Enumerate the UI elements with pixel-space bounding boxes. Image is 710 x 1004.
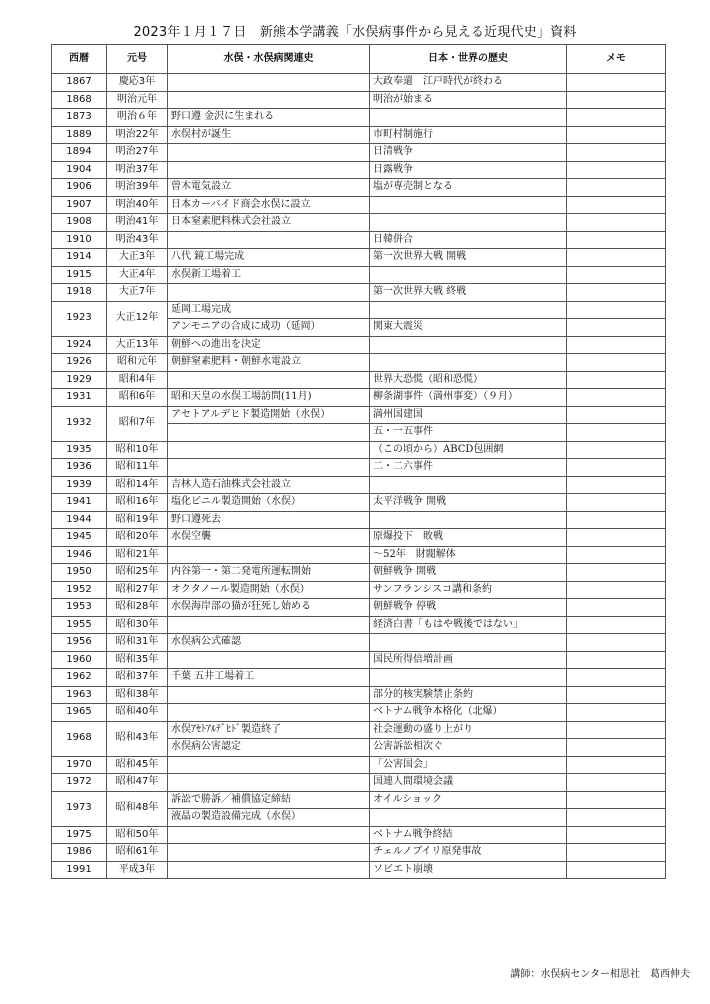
- minamata-event-cell: [168, 546, 370, 564]
- memo-cell[interactable]: [567, 494, 666, 512]
- memo-cell[interactable]: [567, 196, 666, 214]
- table-row: [52, 721, 666, 739]
- year-cell: 1941: [52, 494, 107, 512]
- world-event-cell: 日露戦争: [370, 161, 567, 179]
- world-event-cell: 第一次世界大戦 開戦: [370, 249, 567, 267]
- world-event-cell: 国民所得倍増計画: [370, 651, 567, 669]
- world-event-cell: 部分的核実験禁止条約: [370, 686, 567, 704]
- year-cell: 1956: [52, 634, 107, 652]
- minamata-event-cell: 朝鮮窒素肥料・朝鮮水電設立: [168, 354, 370, 372]
- memo-cell[interactable]: [567, 529, 666, 547]
- table-row: [52, 459, 666, 477]
- world-event-cell: （この頃から）ABCD包囲網: [370, 441, 567, 459]
- era-cell: 明治27年: [107, 144, 168, 162]
- table-row: [52, 511, 666, 529]
- world-event-cell: 市町村制施行: [370, 126, 567, 144]
- era-cell: 昭和11年: [107, 459, 168, 477]
- era-cell: 大正7年: [107, 284, 168, 302]
- year-cell: 1908: [52, 214, 107, 232]
- memo-cell[interactable]: [567, 301, 666, 319]
- era-cell: 明治元年: [107, 91, 168, 109]
- memo-cell[interactable]: [567, 581, 666, 599]
- era-cell: 明治41年: [107, 214, 168, 232]
- table-row: [52, 74, 666, 92]
- world-event-cell: 朝鮮戦争 開戦: [370, 564, 567, 582]
- minamata-event-cell: 液晶の製造設備完成（水俣）: [168, 809, 370, 827]
- table-row: [52, 91, 666, 109]
- world-event-cell: [370, 511, 567, 529]
- table-row: [52, 249, 666, 267]
- table-row: [52, 529, 666, 547]
- minamata-event-cell: 水俣新工場着工: [168, 266, 370, 284]
- year-cell: 1955: [52, 616, 107, 634]
- memo-cell[interactable]: [567, 336, 666, 354]
- year-cell: 1946: [52, 546, 107, 564]
- era-cell: 明治43年: [107, 231, 168, 249]
- table-row: [52, 546, 666, 564]
- memo-cell[interactable]: [567, 231, 666, 249]
- minamata-event-cell: 日本窒素肥料株式会社設立: [168, 214, 370, 232]
- year-cell: 1894: [52, 144, 107, 162]
- year-cell: 1889: [52, 126, 107, 144]
- world-event-cell: 朝鮮戦争 停戦: [370, 599, 567, 617]
- memo-cell[interactable]: [567, 616, 666, 634]
- table-row: [52, 109, 666, 127]
- minamata-event-cell: 野口遵死去: [168, 511, 370, 529]
- era-cell: 昭和28年: [107, 599, 168, 617]
- world-event-cell: 社会運動の盛り上がり: [370, 721, 567, 739]
- table-row: [52, 791, 666, 809]
- year-cell: 1945: [52, 529, 107, 547]
- memo-cell[interactable]: [567, 756, 666, 774]
- memo-cell[interactable]: [567, 476, 666, 494]
- world-event-cell: 大政奉還 江戸時代が終わる: [370, 74, 567, 92]
- world-event-cell: ソビエト崩壊: [370, 861, 567, 879]
- world-event-cell: ～52年 財閥解体: [370, 546, 567, 564]
- minamata-event-cell: [168, 371, 370, 389]
- minamata-event-cell: 水俣空襲: [168, 529, 370, 547]
- table-row: [52, 861, 666, 879]
- year-cell: 1935: [52, 441, 107, 459]
- year-cell: 1968: [52, 721, 107, 756]
- era-cell: 昭和45年: [107, 756, 168, 774]
- year-cell: 1904: [52, 161, 107, 179]
- table-header-row: [52, 45, 666, 74]
- memo-cell[interactable]: [567, 669, 666, 687]
- table-row: [52, 266, 666, 284]
- world-event-cell: 柳条湖事件（満州事変）（９月）: [370, 389, 567, 407]
- memo-cell[interactable]: [567, 179, 666, 197]
- year-cell: 1906: [52, 179, 107, 197]
- memo-cell[interactable]: [567, 739, 666, 757]
- world-event-cell: 五・一五事件: [370, 424, 567, 442]
- year-cell: 1986: [52, 844, 107, 862]
- memo-cell[interactable]: [567, 424, 666, 442]
- year-cell: 1907: [52, 196, 107, 214]
- year-cell: 1939: [52, 476, 107, 494]
- year-cell: 1924: [52, 336, 107, 354]
- minamata-event-cell: 水俣病公式確認: [168, 634, 370, 652]
- table-row: [52, 704, 666, 722]
- world-event-cell: [370, 214, 567, 232]
- world-event-cell: 二・二六事件: [370, 459, 567, 477]
- lecturer-credit: 講師：水俣病センター相思社 葛西伸夫: [510, 969, 690, 980]
- era-cell: 昭和40年: [107, 704, 168, 722]
- memo-cell[interactable]: [567, 126, 666, 144]
- memo-cell[interactable]: [567, 284, 666, 302]
- minamata-event-cell: [168, 424, 370, 442]
- year-cell: 1915: [52, 266, 107, 284]
- minamata-event-cell: [168, 441, 370, 459]
- minamata-event-cell: [168, 756, 370, 774]
- table-row: [52, 844, 666, 862]
- world-event-cell: 第一次世界大戦 終戦: [370, 284, 567, 302]
- world-event-cell: [370, 354, 567, 372]
- minamata-event-cell: 日本カーバイド商会水俣に設立: [168, 196, 370, 214]
- minamata-event-cell: [168, 861, 370, 879]
- minamata-event-cell: 昭和天皇の水俣工場訪問(11月): [168, 389, 370, 407]
- minamata-event-cell: 訴訟で勝訴／補償協定締結: [168, 791, 370, 809]
- header-era: 元号: [107, 45, 168, 74]
- year-cell: 1944: [52, 511, 107, 529]
- memo-cell[interactable]: [567, 249, 666, 267]
- world-event-cell: [370, 301, 567, 319]
- table-row: [52, 406, 666, 424]
- world-event-cell: 原爆投下 敗戦: [370, 529, 567, 547]
- minamata-event-cell: 延岡工場完成: [168, 301, 370, 319]
- minamata-event-cell: 野口遵 金沢に生まれる: [168, 109, 370, 127]
- memo-cell[interactable]: [567, 406, 666, 424]
- table-row: [52, 756, 666, 774]
- minamata-event-cell: [168, 704, 370, 722]
- era-cell: 昭和47年: [107, 774, 168, 792]
- memo-cell[interactable]: [567, 74, 666, 92]
- memo-cell[interactable]: [567, 459, 666, 477]
- memo-cell[interactable]: [567, 371, 666, 389]
- minamata-event-cell: 曽木電気設立: [168, 179, 370, 197]
- minamata-event-cell: アンモニアの合成に成功（延岡）: [168, 319, 370, 337]
- minamata-event-cell: 朝鮮への進出を決定: [168, 336, 370, 354]
- era-cell: 昭和20年: [107, 529, 168, 547]
- world-event-cell: [370, 109, 567, 127]
- year-cell: 1963: [52, 686, 107, 704]
- era-cell: 昭和61年: [107, 844, 168, 862]
- year-cell: 1975: [52, 826, 107, 844]
- header-year: 西暦: [52, 45, 107, 74]
- world-event-cell: 関東大震災: [370, 319, 567, 337]
- era-cell: 明治６年: [107, 109, 168, 127]
- world-event-cell: [370, 809, 567, 827]
- era-cell: 昭和50年: [107, 826, 168, 844]
- era-cell: 平成3年: [107, 861, 168, 879]
- table-row: [52, 634, 666, 652]
- memo-cell[interactable]: [567, 511, 666, 529]
- era-cell: 明治37年: [107, 161, 168, 179]
- world-event-cell: [370, 336, 567, 354]
- world-event-cell: ベトナム戦争終結: [370, 826, 567, 844]
- memo-cell[interactable]: [567, 161, 666, 179]
- minamata-event-cell: 千葉 五井工場着工: [168, 669, 370, 687]
- minamata-event-cell: 塩化ビニル製造開始（水俣）: [168, 494, 370, 512]
- minamata-event-cell: 吉林人造石油株式会社設立: [168, 476, 370, 494]
- era-cell: 昭和4年: [107, 371, 168, 389]
- year-cell: 1973: [52, 791, 107, 826]
- minamata-event-cell: アセトアルデヒド製造開始（水俣）: [168, 406, 370, 424]
- era-cell: 昭和21年: [107, 546, 168, 564]
- era-cell: 昭和27年: [107, 581, 168, 599]
- table-row: [52, 826, 666, 844]
- minamata-event-cell: [168, 74, 370, 92]
- table-row: [52, 196, 666, 214]
- minamata-event-cell: [168, 231, 370, 249]
- era-cell: 大正12年: [107, 301, 168, 336]
- memo-cell[interactable]: [567, 721, 666, 739]
- memo-cell[interactable]: [567, 826, 666, 844]
- world-event-cell: [370, 634, 567, 652]
- minamata-event-cell: [168, 161, 370, 179]
- world-event-cell: [370, 266, 567, 284]
- era-cell: 昭和7年: [107, 406, 168, 441]
- memo-cell[interactable]: [567, 599, 666, 617]
- minamata-event-cell: [168, 284, 370, 302]
- year-cell: 1931: [52, 389, 107, 407]
- table-row: [52, 284, 666, 302]
- world-event-cell: [370, 196, 567, 214]
- minamata-event-cell: 八代 鏡工場完成: [168, 249, 370, 267]
- year-cell: 1910: [52, 231, 107, 249]
- memo-cell[interactable]: [567, 651, 666, 669]
- year-cell: 1965: [52, 704, 107, 722]
- memo-cell[interactable]: [567, 109, 666, 127]
- world-event-cell: [370, 669, 567, 687]
- year-cell: 1936: [52, 459, 107, 477]
- memo-cell[interactable]: [567, 319, 666, 337]
- era-cell: 大正13年: [107, 336, 168, 354]
- year-cell: 1952: [52, 581, 107, 599]
- table-row: [52, 231, 666, 249]
- era-cell: 昭和30年: [107, 616, 168, 634]
- year-cell: 1970: [52, 756, 107, 774]
- table-row: [52, 126, 666, 144]
- year-cell: 1972: [52, 774, 107, 792]
- era-cell: 昭和14年: [107, 476, 168, 494]
- era-cell: 昭和48年: [107, 791, 168, 826]
- table-row: [52, 161, 666, 179]
- minamata-event-cell: 水俣海岸部の猫が狂死し始める: [168, 599, 370, 617]
- table-row: [52, 651, 666, 669]
- memo-cell[interactable]: [567, 354, 666, 372]
- era-cell: 昭和10年: [107, 441, 168, 459]
- year-cell: 1991: [52, 861, 107, 879]
- world-event-cell: 日韓併合: [370, 231, 567, 249]
- memo-cell[interactable]: [567, 441, 666, 459]
- minamata-event-cell: [168, 826, 370, 844]
- minamata-event-cell: 内谷第一・第二発電所運転開始: [168, 564, 370, 582]
- memo-cell[interactable]: [567, 634, 666, 652]
- year-cell: 1960: [52, 651, 107, 669]
- table-row: [52, 179, 666, 197]
- era-cell: 明治22年: [107, 126, 168, 144]
- table-row: [52, 441, 666, 459]
- world-event-cell: 世界大恐慌（昭和恐慌）: [370, 371, 567, 389]
- minamata-event-cell: [168, 91, 370, 109]
- table-row: [52, 494, 666, 512]
- world-event-cell: [370, 476, 567, 494]
- table-body: [52, 74, 666, 879]
- memo-cell[interactable]: [567, 861, 666, 879]
- page-title: 2023年１月１７日 新熊本学講義「水俣病事件から見える近現代史」資料: [133, 25, 577, 40]
- table-row: [52, 476, 666, 494]
- era-cell: 明治40年: [107, 196, 168, 214]
- minamata-event-cell: 水俣ｱｾﾄｱﾙﾃﾞﾋﾄﾞ製造終了: [168, 721, 370, 739]
- header-memo: メモ: [567, 45, 666, 74]
- minamata-event-cell: [168, 616, 370, 634]
- year-cell: 1868: [52, 91, 107, 109]
- year-cell: 1929: [52, 371, 107, 389]
- world-event-cell: ベトナム戦争本格化（北爆）: [370, 704, 567, 722]
- memo-cell[interactable]: [567, 266, 666, 284]
- table-row: [52, 354, 666, 372]
- era-cell: 昭和6年: [107, 389, 168, 407]
- table-row: [52, 774, 666, 792]
- year-cell: 1926: [52, 354, 107, 372]
- minamata-event-cell: 水俣村が誕生: [168, 126, 370, 144]
- year-cell: 1932: [52, 406, 107, 441]
- world-event-cell: サンフランシスコ講和条約: [370, 581, 567, 599]
- era-cell: 昭和元年: [107, 354, 168, 372]
- minamata-event-cell: [168, 774, 370, 792]
- memo-cell[interactable]: [567, 389, 666, 407]
- world-event-cell: オイルショック: [370, 791, 567, 809]
- year-cell: 1962: [52, 669, 107, 687]
- era-cell: 昭和16年: [107, 494, 168, 512]
- table-row: [52, 389, 666, 407]
- era-cell: 慶応3年: [107, 74, 168, 92]
- memo-cell[interactable]: [567, 686, 666, 704]
- era-cell: 昭和19年: [107, 511, 168, 529]
- minamata-event-cell: [168, 651, 370, 669]
- memo-cell[interactable]: [567, 809, 666, 827]
- era-cell: 明治39年: [107, 179, 168, 197]
- history-table: [51, 44, 666, 879]
- year-cell: 1918: [52, 284, 107, 302]
- world-event-cell: 塩が専売制となる: [370, 179, 567, 197]
- memo-cell[interactable]: [567, 704, 666, 722]
- minamata-event-cell: 水俣病公害認定: [168, 739, 370, 757]
- world-event-cell: 「公害国会」: [370, 756, 567, 774]
- minamata-event-cell: オクタノール製造開始（水俣）: [168, 581, 370, 599]
- memo-cell[interactable]: [567, 144, 666, 162]
- world-event-cell: 公害訴訟相次ぐ: [370, 739, 567, 757]
- year-cell: 1867: [52, 74, 107, 92]
- minamata-event-cell: [168, 459, 370, 477]
- table-row: [52, 144, 666, 162]
- header-minamata: 水俣・水俣病関連史: [168, 45, 370, 74]
- world-event-cell: 経済白書「もはや戦後ではない」: [370, 616, 567, 634]
- memo-cell[interactable]: [567, 91, 666, 109]
- memo-cell[interactable]: [567, 214, 666, 232]
- era-cell: 昭和38年: [107, 686, 168, 704]
- era-cell: 昭和37年: [107, 669, 168, 687]
- table-row: [52, 214, 666, 232]
- memo-cell[interactable]: [567, 564, 666, 582]
- era-cell: 昭和25年: [107, 564, 168, 582]
- world-event-cell: 国連人間環境会議: [370, 774, 567, 792]
- era-cell: 昭和35年: [107, 651, 168, 669]
- table-row: [52, 669, 666, 687]
- year-cell: 1950: [52, 564, 107, 582]
- era-cell: 昭和43年: [107, 721, 168, 756]
- era-cell: 大正3年: [107, 249, 168, 267]
- world-event-cell: 太平洋戦争 開戦: [370, 494, 567, 512]
- year-cell: 1873: [52, 109, 107, 127]
- table-row: [52, 336, 666, 354]
- table-row: [52, 564, 666, 582]
- year-cell: 1953: [52, 599, 107, 617]
- minamata-event-cell: [168, 144, 370, 162]
- table-row: [52, 616, 666, 634]
- world-event-cell: 満州国建国: [370, 406, 567, 424]
- minamata-event-cell: [168, 844, 370, 862]
- minamata-event-cell: [168, 686, 370, 704]
- world-event-cell: 日清戦争: [370, 144, 567, 162]
- era-cell: 昭和31年: [107, 634, 168, 652]
- year-cell: 1923: [52, 301, 107, 336]
- world-event-cell: チェルノブイリ原発事故: [370, 844, 567, 862]
- memo-cell[interactable]: [567, 546, 666, 564]
- header-world: 日本・世界の歴史: [370, 45, 567, 74]
- year-cell: 1914: [52, 249, 107, 267]
- table-row: [52, 301, 666, 319]
- table-row: [52, 371, 666, 389]
- table-row: [52, 581, 666, 599]
- table-row: [52, 599, 666, 617]
- table-row: [52, 686, 666, 704]
- memo-cell[interactable]: [567, 791, 666, 809]
- memo-cell[interactable]: [567, 774, 666, 792]
- memo-cell[interactable]: [567, 844, 666, 862]
- world-event-cell: 明治が始まる: [370, 91, 567, 109]
- era-cell: 大正4年: [107, 266, 168, 284]
